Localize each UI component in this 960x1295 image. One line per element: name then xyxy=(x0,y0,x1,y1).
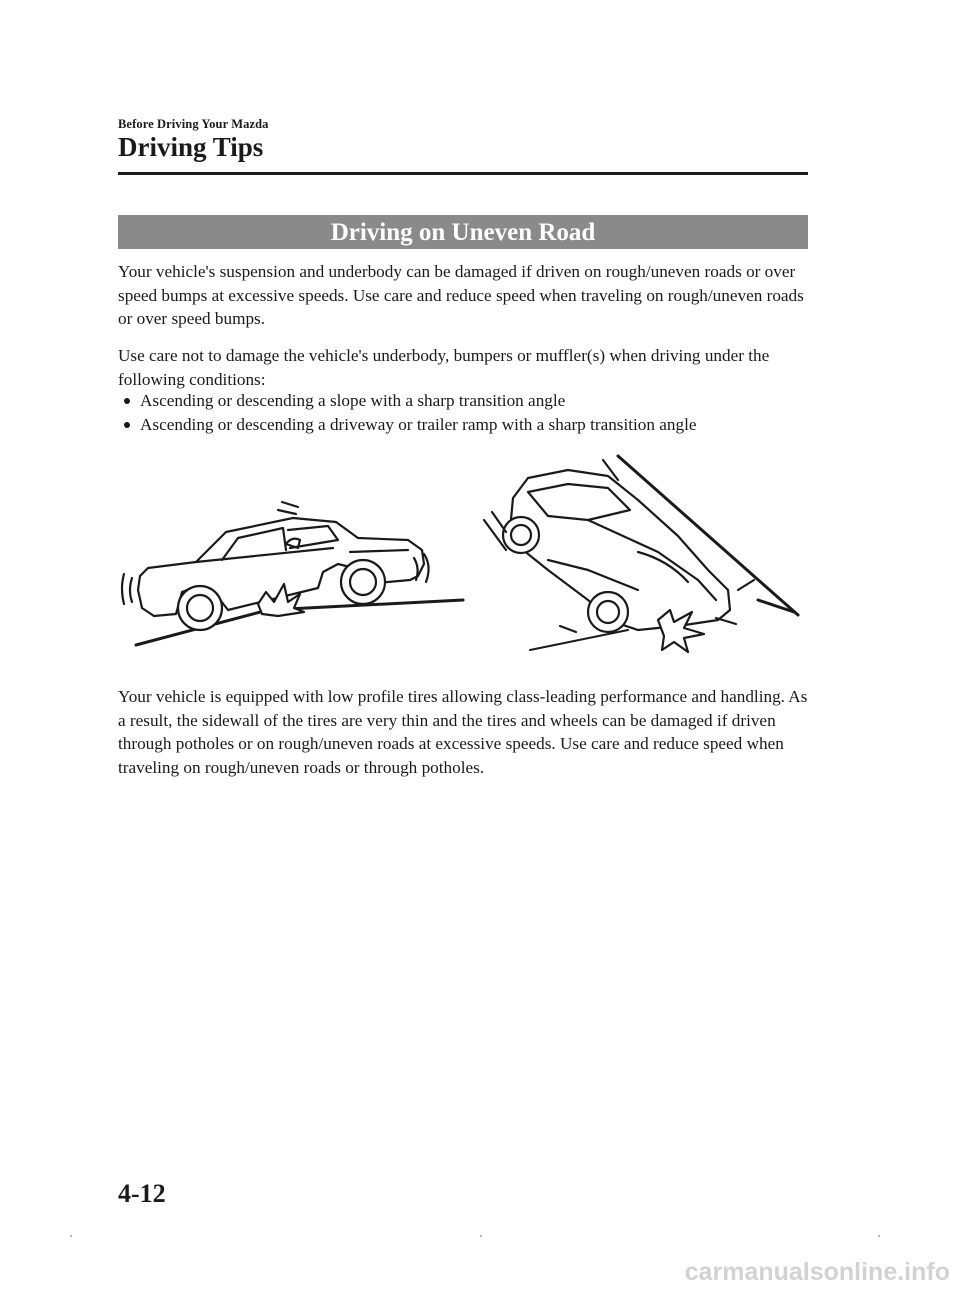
section-breadcrumb: Before Driving Your Mazda xyxy=(118,117,269,131)
list-item xyxy=(118,413,818,437)
header-divider xyxy=(118,172,808,175)
crop-mark xyxy=(480,1235,482,1237)
list-item xyxy=(118,389,818,413)
intro-paragraph: Your vehicle's suspension and underbody can be damaged if driven on rough/uneven roads or over speed bumps at excessive speeds. Use care and reduce speed when traveling on rough/uneven roads or over speed bumps. xyxy=(118,262,804,329)
tires-paragraph: Your vehicle is equipped with low profile tires allowing class-leading performance and handling. As a result, the sidewall of the tires are very thin and the tires and wheels can be damaged if driven through potholes or on rough/uneven roads at excessive speeds. Use care and reduce speed when traveling on rough/uneven roads or through potholes. xyxy=(118,687,808,777)
list-item-text: Ascending or descending a slope with a sharp transition angle xyxy=(140,391,566,410)
chapter-title: Driving Tips xyxy=(118,132,264,162)
crop-mark xyxy=(70,1235,72,1237)
side-view-car-drawing xyxy=(122,502,463,645)
crop-mark xyxy=(878,1235,880,1237)
page-number: 4-12 xyxy=(118,1179,166,1208)
conditions-list xyxy=(118,389,818,436)
bullet-icon xyxy=(124,398,130,404)
section-banner: Driving on Uneven Road xyxy=(118,215,808,249)
bullet-icon xyxy=(124,422,130,428)
watermark: carmanualsonline.info xyxy=(684,1258,950,1286)
uneven-road-illustration xyxy=(118,440,808,665)
conditions-paragraph: Use care not to damage the vehicle's underbody, bumpers or muffler(s) when driving under the following conditions: xyxy=(118,346,770,389)
list-item-text: Ascending or descending a driveway or trailer ramp with a sharp transition angle xyxy=(140,414,697,434)
ramp-view-car-drawing xyxy=(484,456,798,652)
